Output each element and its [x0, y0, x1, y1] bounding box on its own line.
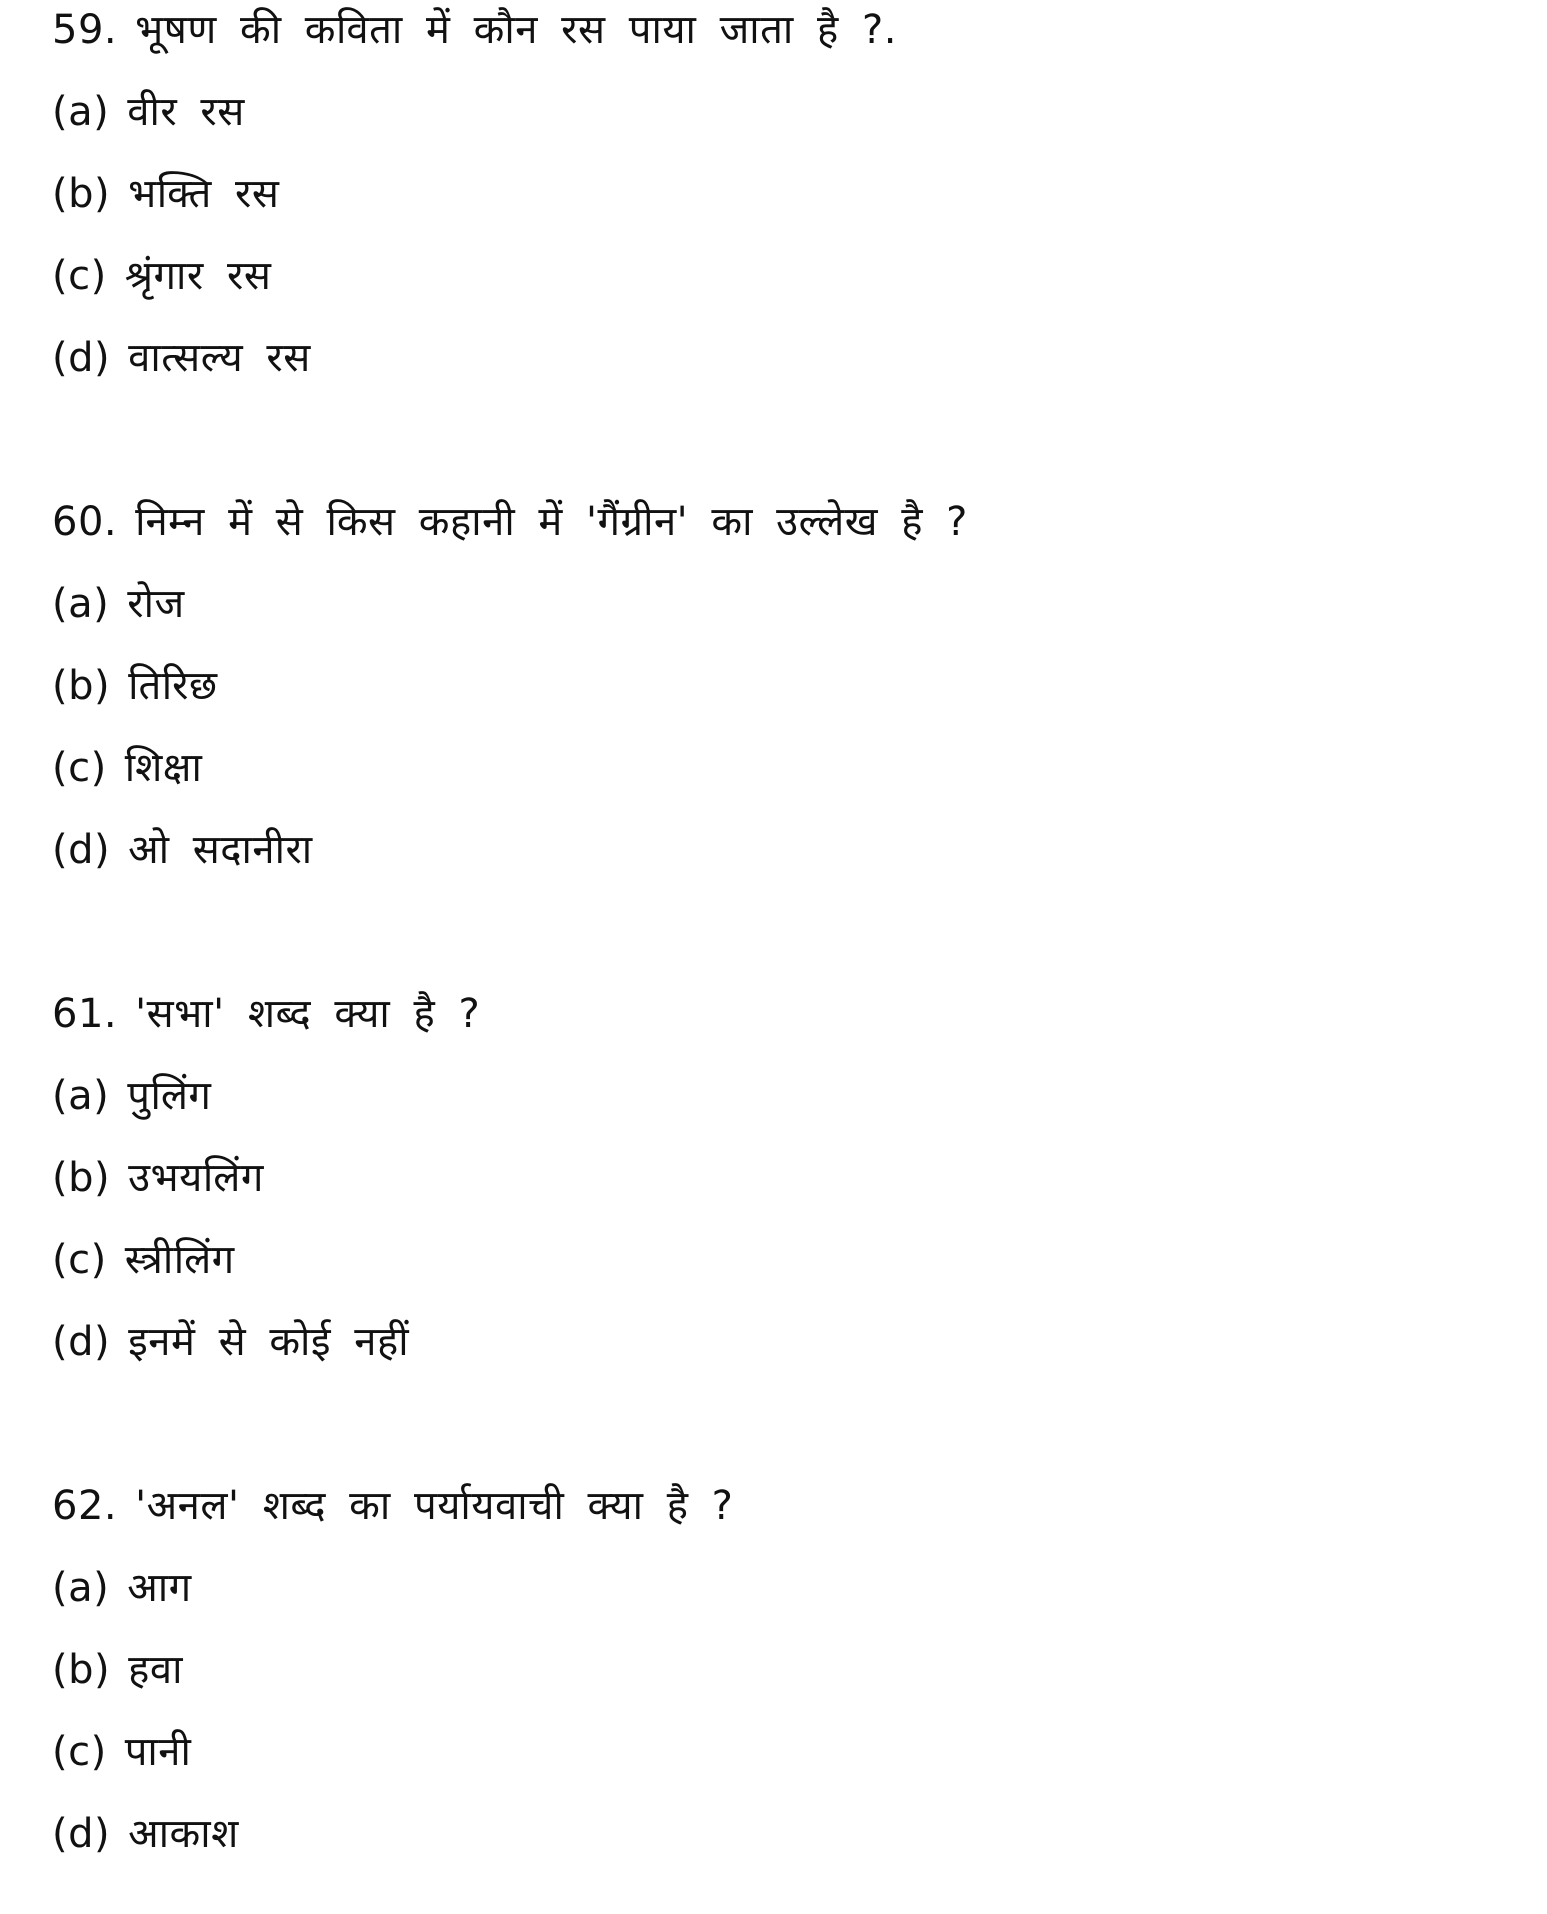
option-marker: (c): [52, 253, 107, 299]
option-text: तिरिछ: [128, 663, 218, 709]
option-a[interactable]: [52, 1556, 1492, 1638]
option-marker: (b): [52, 171, 111, 217]
question-number: 60.: [52, 499, 118, 545]
option-text: उभयलिंग: [128, 1155, 264, 1201]
question-number: 59.: [52, 7, 118, 53]
question-60: [52, 490, 1492, 900]
option-marker: (d): [52, 1319, 111, 1365]
question-number: 62.: [52, 1483, 118, 1529]
question-text: 'अनल' शब्द का पर्यायवाची क्या है ?: [135, 1483, 734, 1529]
option-text: पुलिंग: [127, 1073, 212, 1119]
option-text: वीर रस: [127, 89, 245, 135]
option-a[interactable]: [52, 80, 1492, 162]
option-c[interactable]: [52, 736, 1492, 818]
option-marker: (b): [52, 663, 111, 709]
question-62-stem: [52, 1474, 1492, 1556]
option-d[interactable]: [52, 326, 1492, 408]
option-b[interactable]: [52, 1146, 1492, 1228]
option-marker: (d): [52, 1811, 111, 1857]
option-text: ओ सदानीरा: [128, 827, 313, 873]
question-text: 'सभा' शब्द क्या है ?: [135, 991, 481, 1037]
option-b[interactable]: [52, 1638, 1492, 1720]
option-marker: (b): [52, 1647, 111, 1693]
question-62: [52, 1474, 1492, 1884]
option-text: आकाश: [128, 1811, 239, 1857]
option-marker: (d): [52, 335, 111, 381]
option-marker: (c): [52, 745, 107, 791]
question-text: निम्न में से किस कहानी में 'गैंग्रीन' का उल्लेख है ?: [135, 499, 968, 545]
option-b[interactable]: [52, 654, 1492, 736]
question-61-stem: [52, 982, 1492, 1064]
option-marker: (a): [52, 1073, 110, 1119]
option-d[interactable]: [52, 818, 1492, 900]
option-c[interactable]: [52, 1228, 1492, 1310]
option-text: हवा: [128, 1647, 183, 1693]
option-text: इनमें से कोई नहीं: [128, 1319, 410, 1365]
option-marker: (a): [52, 581, 110, 627]
option-text: आग: [127, 1565, 192, 1611]
option-marker: (a): [52, 1565, 110, 1611]
option-d[interactable]: [52, 1310, 1492, 1392]
question-60-stem: [52, 490, 1492, 572]
option-text: भक्ति रस: [128, 171, 280, 217]
question-59-stem: [52, 0, 1492, 80]
option-text: रोज: [127, 581, 185, 627]
question-number: 61.: [52, 991, 118, 1037]
option-text: शिक्षा: [124, 745, 203, 791]
option-marker: (b): [52, 1155, 111, 1201]
option-marker: (d): [52, 827, 111, 873]
option-a[interactable]: [52, 1064, 1492, 1146]
option-marker: (a): [52, 89, 110, 135]
option-b[interactable]: [52, 162, 1492, 244]
option-marker: (c): [52, 1237, 107, 1283]
option-text: वात्सल्य रस: [128, 335, 311, 381]
question-text: भूषण की कविता में कौन रस पाया जाता है ?.: [135, 7, 897, 53]
option-c[interactable]: [52, 1720, 1492, 1802]
option-d[interactable]: [52, 1802, 1492, 1884]
question-61: [52, 982, 1492, 1392]
option-c[interactable]: [52, 244, 1492, 326]
option-marker: (c): [52, 1729, 107, 1775]
option-text: पानी: [124, 1729, 192, 1775]
question-59: [52, 0, 1492, 408]
option-a[interactable]: [52, 572, 1492, 654]
option-text: श्रृंगार रस: [124, 253, 272, 299]
option-text: स्त्रीलिंग: [124, 1237, 235, 1283]
